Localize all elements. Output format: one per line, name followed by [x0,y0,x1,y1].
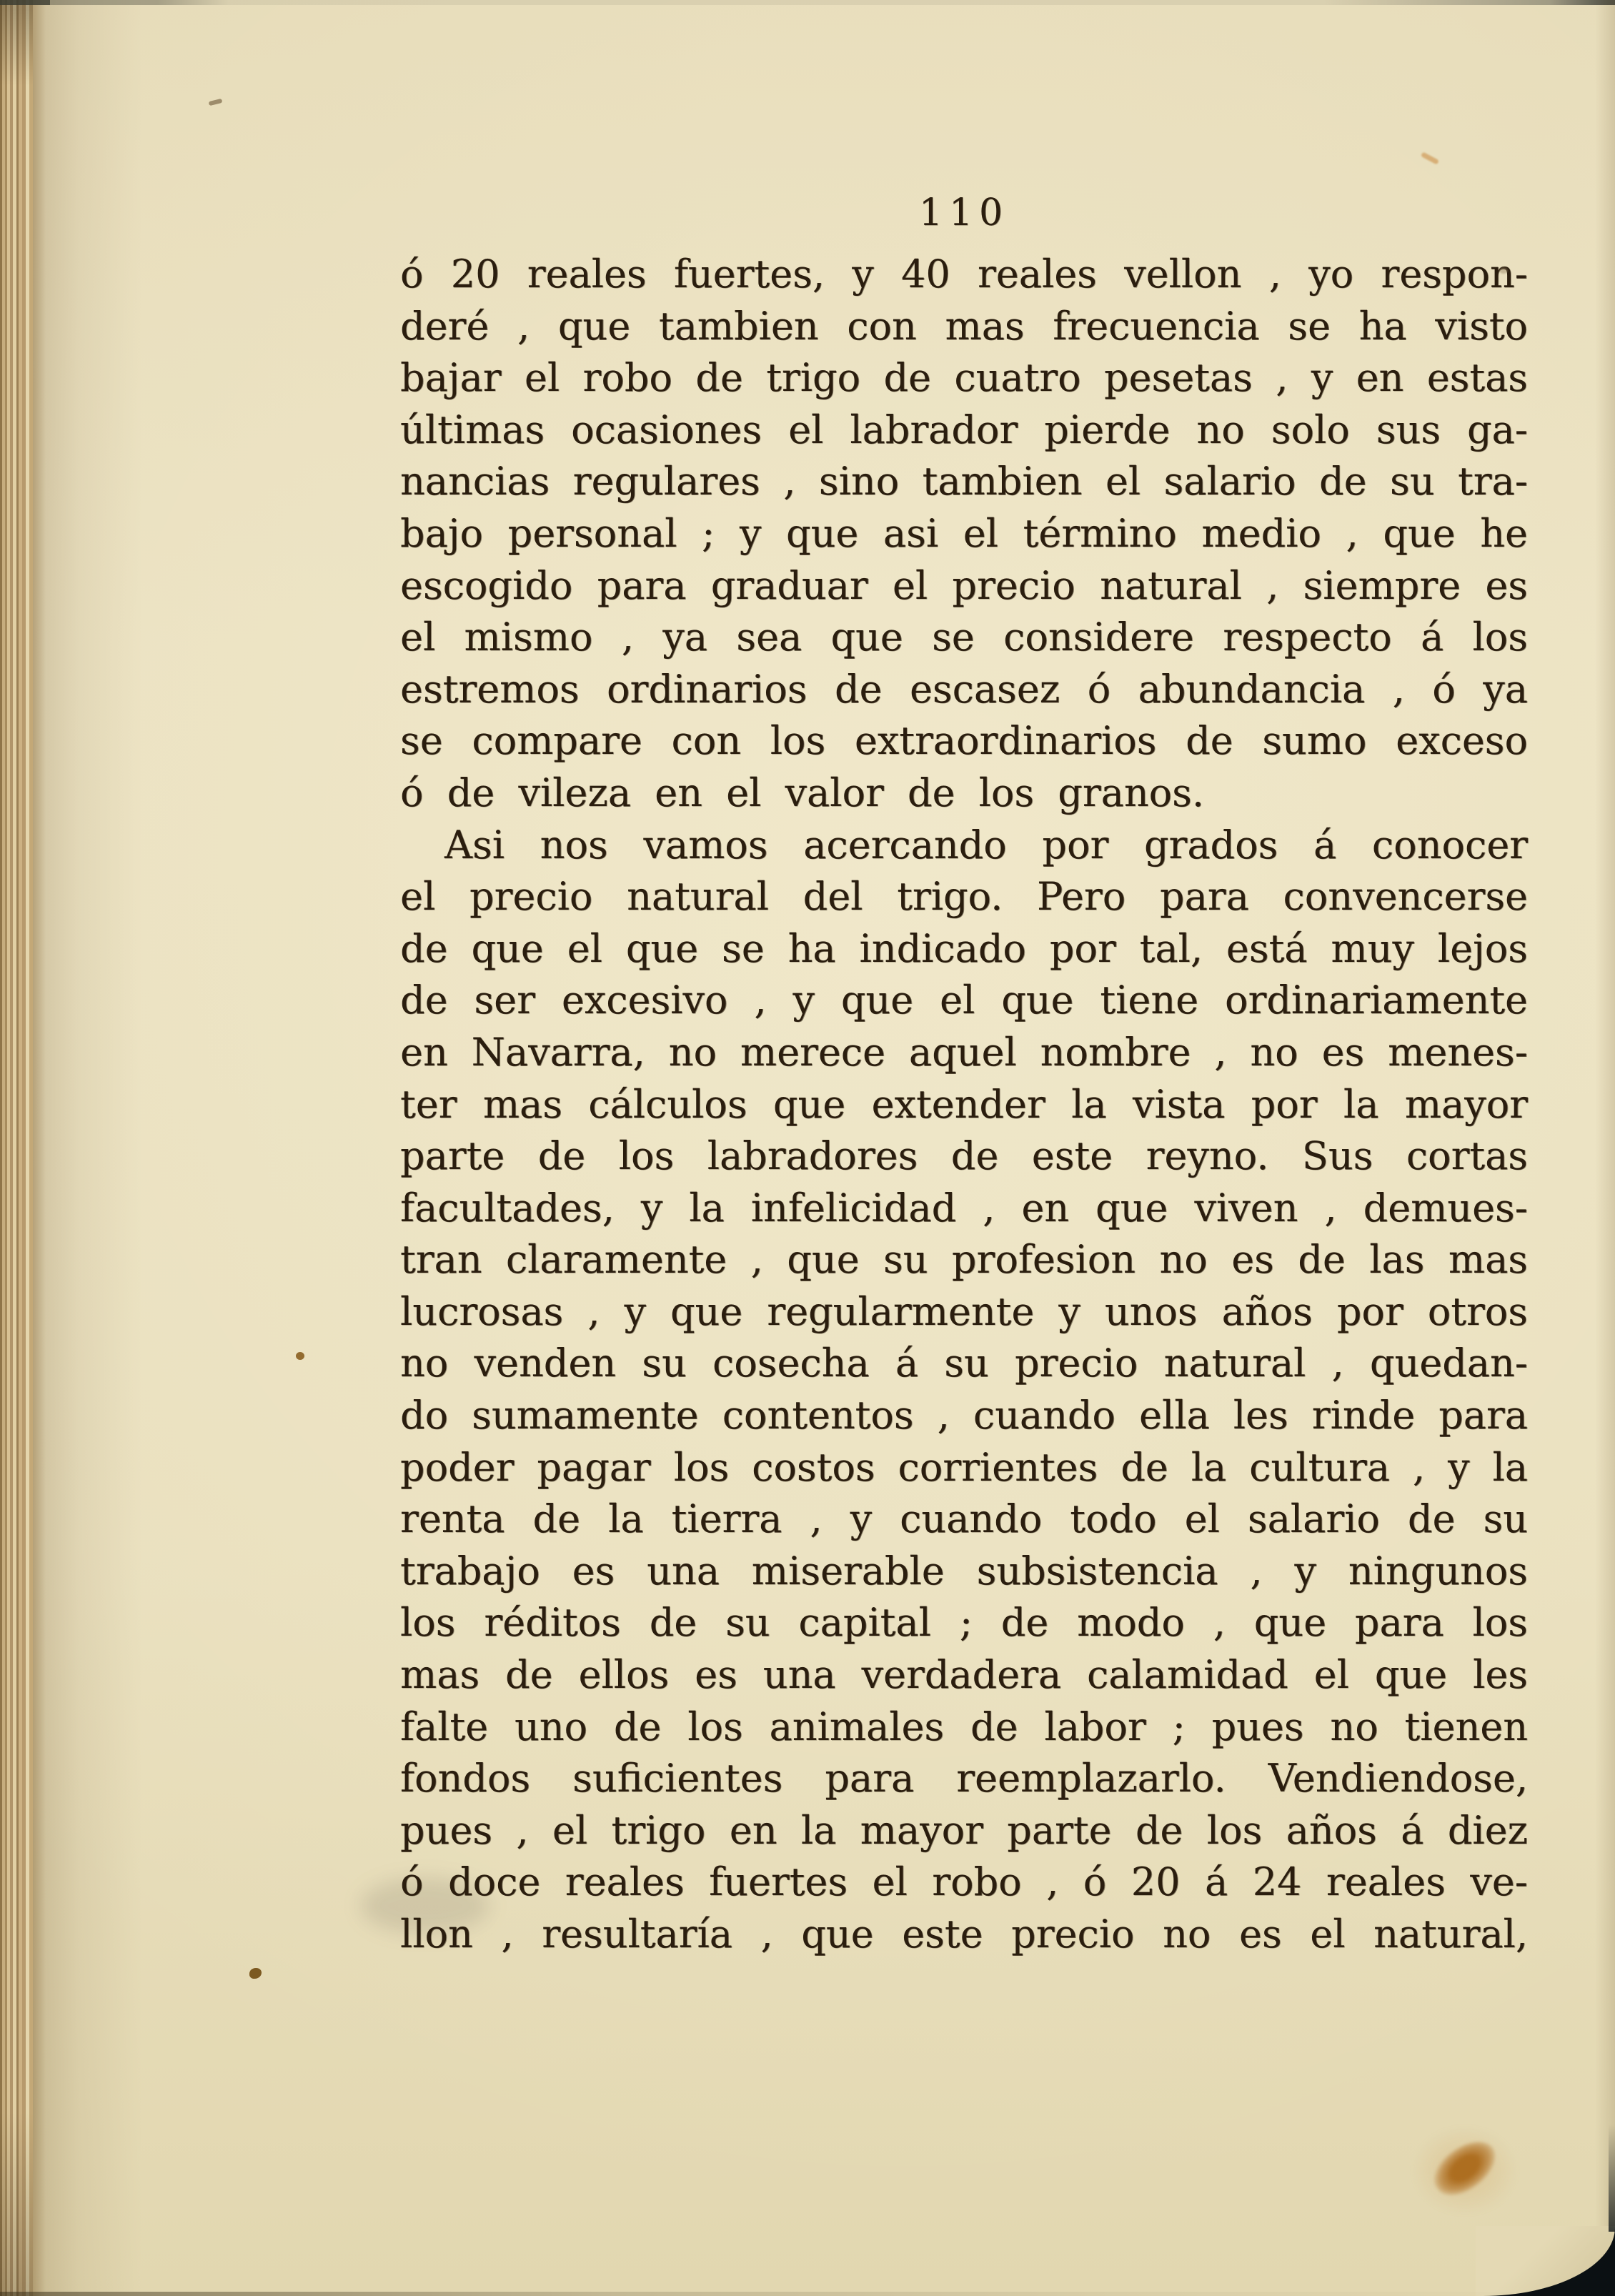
text-line: pues , el trigo en la mayor parte de los años á diez [400,1807,1528,1853]
text-line: deré , que tambien con mas frecuencia se ha visto [400,303,1528,349]
text-line: ó de vileza en el valor de los granos. [400,770,1205,815]
text-line: en Navarra, no merece aquel nombre , no es menes- [400,1029,1528,1075]
text-line: bajar el robo de trigo de cuatro pesetas , y en estas [400,355,1528,401]
book-binding-page-edges [0,0,33,2296]
rust-stain [1425,2131,1504,2206]
page-right-edge-shading [1595,0,1615,2296]
text-line: estremos ordinarios de escasez ó abundancia , ó ya [400,666,1528,712]
paper-speck [209,99,223,106]
text-line: trabajo es una miserable subsistencia , y ningunos [400,1548,1528,1594]
text-line: el precio natural del trigo. Pero para convencerse [400,874,1528,920]
ink-dot [249,1968,262,1979]
text-line: do sumamente contentos , cuando ella les rinde para [400,1393,1528,1438]
page-bottom-edge-shadow [0,2292,1615,2296]
page-top-edge-shadow [0,0,1615,5]
text-line: se compare con los extraordinarios de sumo exceso [400,718,1528,764]
text-line: ó doce reales fuertes el robo , ó 20 á 24 reales ve- [400,1859,1528,1905]
text-line: falte uno de los animales de labor ; pues no tienen [400,1704,1528,1749]
ink-dot [296,1352,304,1360]
body-text [400,249,1528,1961]
text-line: tran claramente , que su profesion no es de las mas [400,1237,1528,1283]
page-right-edge-shadow [1609,2124,1615,2232]
text-line: parte de los labradores de este reyno. Sus cortas [400,1133,1528,1179]
text-line: mas de ellos es una verdadera calamidad el que les [400,1652,1528,1698]
text-line: poder pagar los costos corrientes de la cultura , y la [400,1444,1528,1490]
text-line: ter mas cálculos que extender la vista por la mayor [400,1081,1528,1127]
text-line: facultades, y la infelicidad , en que viven , demues- [400,1185,1528,1231]
text-line: no venden su cosecha á su precio natural , quedan- [400,1341,1528,1386]
text-line: Asi nos vamos acercando por grados á conocer [444,822,1528,868]
text-line: fondos suficientes para reemplazarlo. Vendiendose, [400,1756,1528,1801]
text-line: de que el que se ha indicado por tal, está muy lejos [400,925,1528,971]
text-line: renta de la tierra , y cuando todo el salario de su [400,1496,1528,1542]
text-line: lucrosas , y que regularmente y unos años por otros [400,1288,1528,1334]
text-line: los réditos de su capital ; de modo , que para los [400,1600,1528,1646]
page-number: 110 [918,192,1010,234]
text-line: bajo personal ; y que asi el término medio , que he [400,510,1528,556]
text-line: el mismo , ya sea que se considere respecto á los [400,615,1528,660]
text-line: ó 20 reales fuertes, y 40 reales vellon , yo respon- [400,252,1528,297]
stain-halo [1411,2126,1519,2215]
text-line: últimas ocasiones el labrador pierde no solo sus ga- [400,407,1528,452]
text-line: llon , resultaría , que este precio no es el natural, [400,1912,1528,1957]
text-line: nancias regulares , sino tambien el salario de su tra- [400,459,1528,505]
paper-speck [1421,151,1439,164]
text-line: escogido para graduar el precio natural , siempre es [400,562,1528,608]
text-line: de ser excesivo , y que el que tiene ordinariamente [400,978,1528,1023]
